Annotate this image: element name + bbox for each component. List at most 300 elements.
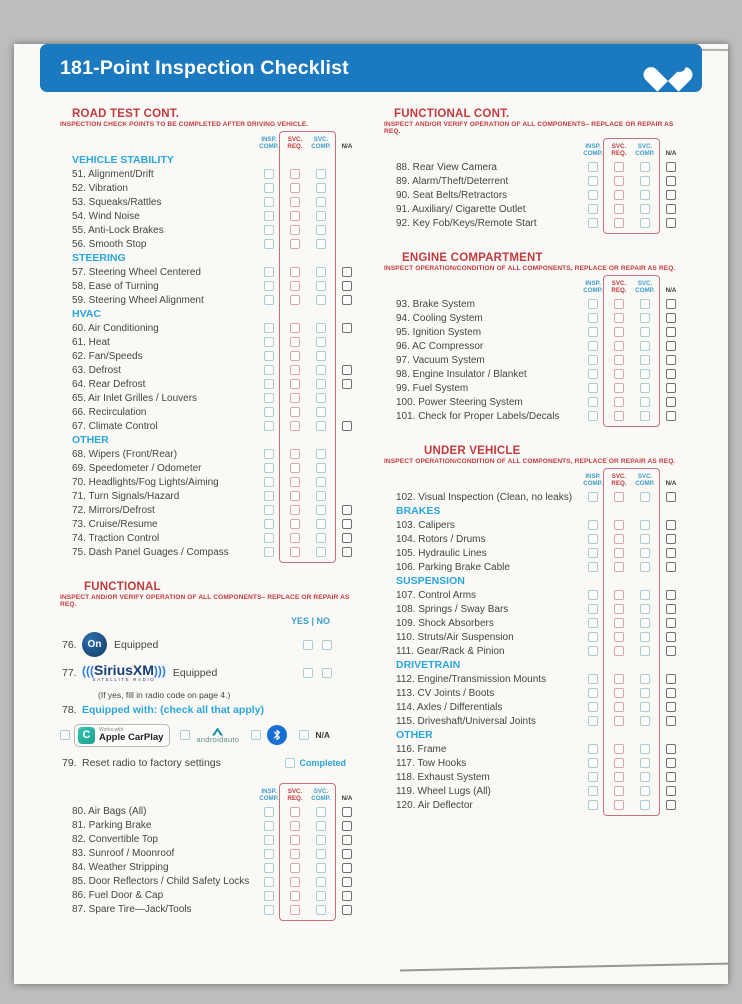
checkbox-cell — [632, 190, 658, 200]
checkbox-na[interactable] — [666, 369, 676, 379]
checkbox-svc-comp[interactable] — [640, 313, 650, 323]
checkbox-no[interactable] — [322, 640, 332, 650]
checkbox-svc-req[interactable] — [290, 169, 300, 179]
checkbox-svc-req[interactable] — [290, 849, 300, 859]
checkbox-svc-req[interactable] — [290, 821, 300, 831]
inspection-row — [60, 405, 360, 419]
checkbox-svc-comp[interactable] — [316, 407, 326, 417]
checkbox-na[interactable] — [342, 863, 352, 873]
checkbox-insp-comp[interactable] — [588, 369, 598, 379]
checkbox-svc-req[interactable] — [290, 183, 300, 193]
checkbox-na[interactable] — [666, 548, 676, 558]
checkbox-svc-comp[interactable] — [640, 218, 650, 228]
checkbox-svc-req[interactable] — [290, 905, 300, 915]
checkbox-svc-comp[interactable] — [316, 197, 326, 207]
item-label: 86. Fuel Door & Cap — [72, 890, 164, 901]
checkbox-cell — [632, 327, 658, 337]
checkbox-na[interactable] — [342, 365, 352, 375]
checkbox-insp-comp[interactable] — [264, 407, 274, 417]
checkbox-cell — [334, 281, 360, 291]
checkbox-na[interactable] — [342, 323, 352, 333]
checkbox-insp-comp[interactable] — [588, 218, 598, 228]
checkbox-svc-req[interactable] — [290, 197, 300, 207]
checkbox-insp-comp[interactable] — [588, 341, 598, 351]
checkbox-na[interactable] — [342, 533, 352, 543]
checkbox-insp-comp[interactable] — [264, 295, 274, 305]
checkbox-svc-req[interactable] — [290, 393, 300, 403]
checkbox-svc-req[interactable] — [290, 211, 300, 221]
checkbox-insp-comp[interactable] — [264, 863, 274, 873]
checkbox-insp-comp[interactable] — [264, 337, 274, 347]
checkbox-svc-comp[interactable] — [316, 533, 326, 543]
checkbox-insp-comp[interactable] — [264, 533, 274, 543]
checkbox-android-auto[interactable] — [180, 730, 190, 740]
checkbox-svc-req[interactable] — [614, 313, 624, 323]
checkbox-svc-req[interactable] — [290, 505, 300, 515]
checkbox-svc-req[interactable] — [614, 411, 624, 421]
checkbox-na[interactable] — [666, 355, 676, 365]
item-label: 65. Air Inlet Grilles / Louvers — [72, 392, 198, 404]
inspection-row — [384, 700, 684, 714]
checkbox-svc-req[interactable] — [614, 632, 624, 642]
checkbox-svc-comp[interactable] — [316, 863, 326, 873]
checkbox-insp-comp[interactable] — [588, 800, 598, 810]
checkbox-cell — [606, 744, 632, 754]
checkbox-na[interactable] — [342, 821, 352, 831]
checkbox-insp-comp[interactable] — [588, 688, 598, 698]
checkbox-svc-comp[interactable] — [316, 379, 326, 389]
checkbox-insp-comp[interactable] — [264, 197, 274, 207]
checkbox-na[interactable] — [666, 534, 676, 544]
checkbox-na[interactable] — [666, 772, 676, 782]
checkbox-svc-req[interactable] — [614, 618, 624, 628]
checkbox-insp-comp[interactable] — [588, 176, 598, 186]
checkbox-svc-comp[interactable] — [640, 590, 650, 600]
checkbox-svc-req[interactable] — [290, 533, 300, 543]
checkbox-svc-comp[interactable] — [640, 190, 650, 200]
checkbox-cell — [256, 835, 282, 845]
checkbox-na[interactable] — [666, 604, 676, 614]
checkbox-svc-req[interactable] — [290, 267, 300, 277]
checkbox-yes[interactable] — [303, 640, 313, 650]
checkbox-svc-req[interactable] — [614, 548, 624, 558]
inspection-row — [60, 847, 360, 861]
checkbox-svc-comp[interactable] — [316, 239, 326, 249]
checkbox-insp-comp[interactable] — [264, 849, 274, 859]
checkbox-svc-req[interactable] — [290, 323, 300, 333]
checkbox-svc-comp[interactable] — [316, 323, 326, 333]
inspection-row — [384, 367, 684, 381]
checkbox-insp-comp[interactable] — [588, 327, 598, 337]
checkbox-svc-comp[interactable] — [640, 534, 650, 544]
checkbox-svc-req[interactable] — [290, 891, 300, 901]
checkbox-svc-comp[interactable] — [640, 299, 650, 309]
inspection-row — [60, 279, 360, 293]
checkbox-insp-comp[interactable] — [264, 351, 274, 361]
checkbox-svc-comp[interactable] — [640, 702, 650, 712]
item-label: 62. Fan/Speeds — [72, 350, 143, 362]
checkbox-na[interactable] — [342, 547, 352, 557]
checkbox-svc-comp[interactable] — [640, 204, 650, 214]
checkbox-svc-comp[interactable] — [640, 355, 650, 365]
checkbox-na[interactable] — [666, 190, 676, 200]
checkbox-svc-comp[interactable] — [316, 351, 326, 361]
checkbox-na[interactable] — [342, 379, 352, 389]
checkbox-svc-req[interactable] — [290, 239, 300, 249]
checkbox-svc-comp[interactable] — [640, 162, 650, 172]
checkbox-svc-req[interactable] — [614, 176, 624, 186]
checkbox-svc-req[interactable] — [614, 218, 624, 228]
checkbox-svc-req[interactable] — [290, 281, 300, 291]
checkbox-svc-comp[interactable] — [316, 891, 326, 901]
checkbox-na[interactable] — [666, 562, 676, 572]
item-number: 78. — [62, 703, 77, 716]
checkbox-insp-comp[interactable] — [264, 835, 274, 845]
checkbox-svc-comp[interactable] — [316, 821, 326, 831]
checkbox-svc-req[interactable] — [290, 863, 300, 873]
checkbox-insp-comp[interactable] — [264, 877, 274, 887]
checkbox-na[interactable] — [666, 590, 676, 600]
checkbox-svc-comp[interactable] — [316, 393, 326, 403]
checkbox-na[interactable] — [666, 492, 676, 502]
checkbox-insp-comp[interactable] — [588, 411, 598, 421]
checkbox-svc-comp[interactable] — [316, 421, 326, 431]
checkbox-insp-comp[interactable] — [588, 562, 598, 572]
checkbox-svc-req[interactable] — [614, 646, 624, 656]
checkbox-yes[interactable] — [303, 668, 313, 678]
checkbox-na[interactable] — [666, 313, 676, 323]
checkbox-insp-comp[interactable] — [588, 702, 598, 712]
checkbox-svc-req[interactable] — [290, 477, 300, 487]
checkbox-completed[interactable] — [285, 758, 295, 768]
checkbox-insp-comp[interactable] — [588, 590, 598, 600]
checkbox-na[interactable] — [342, 267, 352, 277]
checkbox-insp-comp[interactable] — [588, 383, 598, 393]
checkbox-svc-comp[interactable] — [640, 618, 650, 628]
checkbox-svc-comp[interactable] — [316, 337, 326, 347]
checkbox-insp-comp[interactable] — [264, 505, 274, 515]
item-label: 119. Wheel Lugs (All) — [396, 785, 491, 797]
checkbox-na[interactable] — [342, 807, 352, 817]
checkbox-insp-comp[interactable] — [588, 313, 598, 323]
column-header-insp-comp: INSP. COMP. — [259, 136, 279, 150]
checkbox-na[interactable] — [342, 519, 352, 529]
checkbox-svc-req[interactable] — [614, 744, 624, 754]
checkbox-na[interactable] — [666, 618, 676, 628]
checkbox-svc-req[interactable] — [614, 716, 624, 726]
checkbox-cell — [282, 365, 308, 375]
checkbox-svc-req[interactable] — [290, 295, 300, 305]
right-column — [384, 108, 684, 917]
checkbox-svc-comp[interactable] — [316, 519, 326, 529]
checkbox-svc-comp[interactable] — [640, 397, 650, 407]
checkbox-svc-req[interactable] — [614, 190, 624, 200]
checkbox-insp-comp[interactable] — [588, 355, 598, 365]
checkbox-svc-comp[interactable] — [316, 807, 326, 817]
checkbox-na[interactable] — [666, 702, 676, 712]
checkbox-svc-req[interactable] — [614, 383, 624, 393]
checkbox-svc-req[interactable] — [614, 562, 624, 572]
checkbox-svc-req[interactable] — [290, 463, 300, 473]
checkbox-svc-req[interactable] — [614, 800, 624, 810]
checkbox-svc-comp[interactable] — [640, 758, 650, 768]
checkbox-na[interactable] — [666, 646, 676, 656]
checkbox-insp-comp[interactable] — [264, 225, 274, 235]
checkbox-cell — [606, 786, 632, 796]
checkbox-bluetooth[interactable] — [251, 730, 261, 740]
checkbox-svc-comp[interactable] — [640, 383, 650, 393]
checkbox-insp-comp[interactable] — [588, 674, 598, 684]
item-label: 115. Driveshaft/Universal Joints — [396, 715, 536, 727]
checkbox-insp-comp[interactable] — [588, 716, 598, 726]
checkbox-insp-comp[interactable] — [588, 646, 598, 656]
checkbox-svc-req[interactable] — [290, 365, 300, 375]
checkbox-na[interactable] — [342, 505, 352, 515]
checkbox-cell — [282, 295, 308, 305]
inspection-row — [384, 216, 684, 230]
checkbox-cell — [606, 313, 632, 323]
checkbox-insp-comp[interactable] — [588, 604, 598, 614]
checkbox-svc-req[interactable] — [614, 604, 624, 614]
checkbox-na[interactable] — [666, 383, 676, 393]
checkbox-insp-comp[interactable] — [264, 281, 274, 291]
checkbox-cell — [282, 877, 308, 887]
checkbox-na[interactable] — [342, 905, 352, 915]
checkbox-insp-comp[interactable] — [588, 397, 598, 407]
checkbox-insp-comp[interactable] — [264, 477, 274, 487]
checkbox-svc-comp[interactable] — [640, 632, 650, 642]
checkbox-svc-req[interactable] — [290, 807, 300, 817]
checkbox-insp-comp[interactable] — [588, 190, 598, 200]
checkbox-insp-comp[interactable] — [264, 891, 274, 901]
checkbox-svc-req[interactable] — [614, 204, 624, 214]
checkbox-na[interactable] — [666, 204, 676, 214]
checkbox-svc-comp[interactable] — [640, 786, 650, 796]
checkbox-svc-req[interactable] — [290, 449, 300, 459]
checkbox-insp-comp[interactable] — [264, 821, 274, 831]
checkbox-svc-comp[interactable] — [316, 365, 326, 375]
checkbox-svc-comp[interactable] — [640, 369, 650, 379]
checkbox-insp-comp[interactable] — [588, 758, 598, 768]
checkbox-na[interactable] — [342, 849, 352, 859]
checkbox-na[interactable] — [666, 411, 676, 421]
checkbox-svc-req[interactable] — [614, 688, 624, 698]
checkbox-svc-req[interactable] — [290, 877, 300, 887]
checkbox-na[interactable] — [342, 877, 352, 887]
checkbox-insp-comp[interactable] — [588, 492, 598, 502]
checkbox-cell — [256, 821, 282, 831]
checkbox-insp-comp[interactable] — [264, 169, 274, 179]
checkbox-insp-comp[interactable] — [588, 299, 598, 309]
checkbox-svc-comp[interactable] — [640, 520, 650, 530]
checkbox-cell — [308, 183, 334, 193]
checkbox-insp-comp[interactable] — [588, 744, 598, 754]
checkbox-svc-req[interactable] — [614, 162, 624, 172]
item-label: 63. Defrost — [72, 364, 121, 376]
checkbox-na[interactable] — [666, 716, 676, 726]
checkbox-svc-req[interactable] — [290, 337, 300, 347]
checkbox-na[interactable] — [666, 674, 676, 684]
checkbox-na[interactable] — [666, 176, 676, 186]
checkbox-na[interactable] — [342, 421, 352, 431]
checkbox-svc-comp[interactable] — [640, 646, 650, 656]
checkbox-insp-comp[interactable] — [588, 618, 598, 628]
checkbox-na[interactable] — [666, 688, 676, 698]
checkbox-svc-req[interactable] — [614, 590, 624, 600]
inspection-row — [60, 489, 360, 503]
checkbox-svc-comp[interactable] — [640, 674, 650, 684]
checkbox-svc-req[interactable] — [614, 327, 624, 337]
checkbox-insp-comp[interactable] — [264, 421, 274, 431]
checkbox-svc-comp[interactable] — [316, 267, 326, 277]
checkbox-na[interactable] — [342, 891, 352, 901]
checkbox-svc-comp[interactable] — [640, 716, 650, 726]
checkbox-svc-req[interactable] — [614, 341, 624, 351]
item-label: 68. Wipers (Front/Rear) — [72, 448, 178, 460]
checkbox-no[interactable] — [322, 668, 332, 678]
checkbox-insp-comp[interactable] — [264, 463, 274, 473]
checkbox-insp-comp[interactable] — [588, 786, 598, 796]
checkbox-svc-comp[interactable] — [316, 835, 326, 845]
checkbox-na-option[interactable] — [299, 730, 309, 740]
checkbox-insp-comp[interactable] — [264, 547, 274, 557]
checkbox-svc-req[interactable] — [614, 299, 624, 309]
checkbox-svc-comp[interactable] — [640, 492, 650, 502]
column-header-insp-comp: INSP. COMP. — [583, 473, 603, 487]
checkbox-svc-comp[interactable] — [640, 411, 650, 421]
inspection-row — [384, 686, 684, 700]
checkbox-insp-comp[interactable] — [264, 365, 274, 375]
checkbox-svc-req[interactable] — [290, 407, 300, 417]
checkbox-cell — [282, 449, 308, 459]
checkbox-na[interactable] — [342, 835, 352, 845]
checkbox-na[interactable] — [666, 327, 676, 337]
checkbox-svc-comp[interactable] — [316, 877, 326, 887]
checkbox-svc-comp[interactable] — [640, 744, 650, 754]
checkbox-svc-comp[interactable] — [316, 849, 326, 859]
checkbox-svc-comp[interactable] — [640, 800, 650, 810]
checkbox-svc-req[interactable] — [290, 225, 300, 235]
checkbox-svc-comp[interactable] — [316, 505, 326, 515]
checkbox-svc-comp[interactable] — [316, 491, 326, 501]
checkbox-svc-req[interactable] — [614, 369, 624, 379]
checkbox-insp-comp[interactable] — [264, 211, 274, 221]
checkbox-na[interactable] — [666, 632, 676, 642]
checkbox-cell — [256, 393, 282, 403]
checkbox-svc-req[interactable] — [614, 786, 624, 796]
checkbox-svc-req[interactable] — [614, 534, 624, 544]
checkbox-svc-req[interactable] — [290, 491, 300, 501]
checkbox-svc-comp[interactable] — [316, 477, 326, 487]
checkbox-insp-comp[interactable] — [264, 393, 274, 403]
checkbox-na[interactable] — [666, 758, 676, 768]
checkbox-svc-comp[interactable] — [316, 211, 326, 221]
checkbox-insp-comp[interactable] — [264, 449, 274, 459]
checkbox-insp-comp[interactable] — [588, 632, 598, 642]
checkbox-svc-req[interactable] — [614, 520, 624, 530]
checkbox-svc-comp[interactable] — [316, 295, 326, 305]
checkbox-svc-comp[interactable] — [640, 772, 650, 782]
column-header-svc-comp: SVC. COMP. — [311, 787, 331, 802]
checkbox-svc-req[interactable] — [614, 758, 624, 768]
checkbox-svc-comp[interactable] — [316, 225, 326, 235]
checkbox-na[interactable] — [666, 786, 676, 796]
checkbox-insp-comp[interactable] — [264, 183, 274, 193]
checkbox-svc-comp[interactable] — [640, 548, 650, 558]
checkbox-svc-req[interactable] — [614, 702, 624, 712]
checkbox-svc-comp[interactable] — [316, 905, 326, 915]
checkbox-svc-req[interactable] — [614, 397, 624, 407]
checkbox-na[interactable] — [666, 218, 676, 228]
checkbox-svc-req[interactable] — [614, 772, 624, 782]
checkbox-insp-comp[interactable] — [588, 162, 598, 172]
checkbox-na[interactable] — [342, 295, 352, 305]
checkbox-na[interactable] — [342, 281, 352, 291]
checkbox-svc-comp[interactable] — [640, 176, 650, 186]
checkbox-svc-comp[interactable] — [640, 327, 650, 337]
checkbox-cell — [658, 674, 684, 684]
checkbox-svc-comp[interactable] — [640, 688, 650, 698]
checkbox-insp-comp[interactable] — [264, 379, 274, 389]
checkbox-insp-comp[interactable] — [264, 905, 274, 915]
checkbox-svc-req[interactable] — [290, 351, 300, 361]
inspection-row — [60, 237, 360, 251]
inspection-row — [60, 167, 360, 181]
checkbox-svc-req[interactable] — [290, 547, 300, 557]
checkbox-insp-comp[interactable] — [588, 548, 598, 558]
checkbox-svc-comp[interactable] — [640, 341, 650, 351]
checkbox-insp-comp[interactable] — [588, 520, 598, 530]
checkbox-na[interactable] — [666, 800, 676, 810]
checkbox-insp-comp[interactable] — [264, 519, 274, 529]
checkbox-insp-comp[interactable] — [588, 534, 598, 544]
checkbox-svc-comp[interactable] — [316, 449, 326, 459]
checkbox-svc-req[interactable] — [290, 519, 300, 529]
checkbox-svc-req[interactable] — [614, 674, 624, 684]
checkbox-svc-req[interactable] — [290, 379, 300, 389]
checkbox-na[interactable] — [666, 299, 676, 309]
checkbox-svc-comp[interactable] — [316, 463, 326, 473]
checkbox-svc-req[interactable] — [614, 492, 624, 502]
checkbox-svc-comp[interactable] — [316, 183, 326, 193]
checkbox-svc-comp[interactable] — [640, 562, 650, 572]
checkbox-carplay[interactable] — [60, 730, 70, 740]
checkbox-na[interactable] — [666, 744, 676, 754]
checkbox-insp-comp[interactable] — [588, 204, 598, 214]
checkbox-svc-comp[interactable] — [316, 169, 326, 179]
checkbox-svc-req[interactable] — [614, 355, 624, 365]
checkbox-svc-req[interactable] — [290, 421, 300, 431]
checkbox-insp-comp[interactable] — [588, 772, 598, 782]
checkbox-na[interactable] — [666, 397, 676, 407]
checkbox-insp-comp[interactable] — [264, 267, 274, 277]
checkbox-na[interactable] — [666, 341, 676, 351]
checkbox-svc-comp[interactable] — [316, 547, 326, 557]
item-78 — [60, 704, 360, 716]
checkbox-cell — [658, 716, 684, 726]
checkbox-insp-comp[interactable] — [264, 239, 274, 249]
checkbox-insp-comp[interactable] — [264, 323, 274, 333]
checkbox-na[interactable] — [666, 520, 676, 530]
checkbox-insp-comp[interactable] — [264, 807, 274, 817]
checkbox-cell — [632, 369, 658, 379]
group-label: VEHICLE STABILITY — [72, 154, 174, 166]
checkbox-svc-req[interactable] — [290, 835, 300, 845]
checkbox-insp-comp[interactable] — [264, 491, 274, 501]
checkbox-svc-comp[interactable] — [316, 281, 326, 291]
checkbox-svc-comp[interactable] — [640, 604, 650, 614]
checkbox-na[interactable] — [666, 162, 676, 172]
